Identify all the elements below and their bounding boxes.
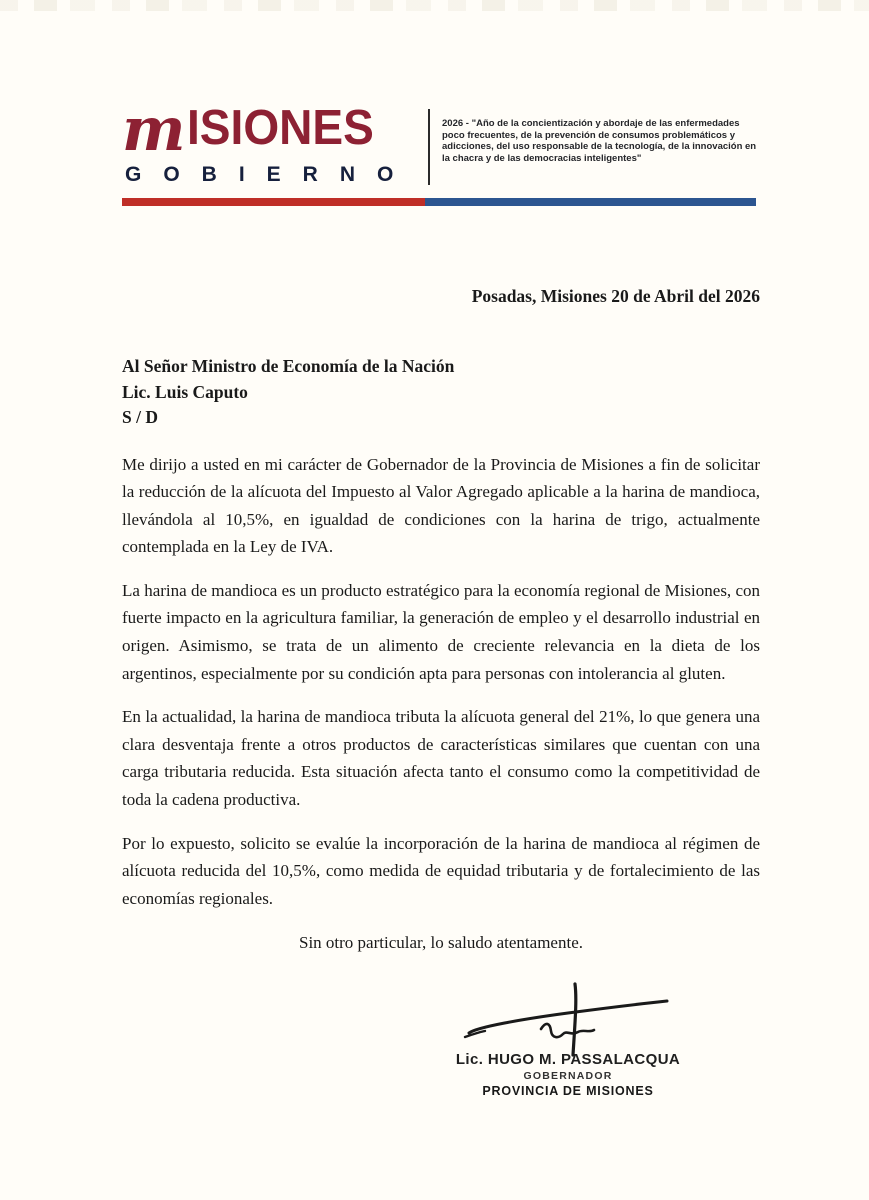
logo-wordmark-caps: ISIONES — [186, 101, 374, 155]
recipient-sd: S / D — [122, 407, 158, 427]
letterhead-divider-line — [428, 109, 430, 185]
signature-block — [438, 981, 698, 1098]
logo-script-m: m — [122, 95, 186, 165]
signatory-name: Lic. HUGO M. PASSALACQUA — [455, 1051, 681, 1069]
scan-top-edge — [0, 0, 869, 11]
flag-bar-red-segment — [122, 198, 425, 206]
signatory-title: GOBERNADOR — [523, 1070, 613, 1083]
handwritten-signature — [463, 981, 673, 1059]
dateline: Posadas, Misiones 20 de Abril del 2026 — [471, 286, 760, 306]
logo-wordmark — [122, 95, 424, 165]
letterhead-motto: 2026 - "Año de la concientización y abordaje de las enfermedades poco frecuentes, de la prevención de consumos problemáticos y adicciones, del uso responsable de la tecnología, de la innovación en la chacra y de las democracias inteligentes" — [442, 118, 757, 164]
paragraph-1: Me dirijo a usted en mi carácter de Gobernador de la Provincia de Misiones a fin de solicitar la reducción de la alícuota del Impuesto al Valor Agregado aplicable a la harina de mandioca, llevándola al 10,5%, en igualdad de condiciones con la harina de trigo, actualmente contemplada en la Ley de IVA. — [122, 454, 760, 557]
signatory-org: PROVINCIA DE MISIONES — [482, 1084, 654, 1099]
letter-body — [122, 451, 760, 913]
paragraph-3: En la actualidad, la harina de mandioca tributa la alícuota general del 21%, lo que genera una clara desventaja frente a otros productos de características similares que cuentan con una carga tributaria reducida. Esta situación afecta tanto el consumo como la competitividad de toda la cadena productiva. — [122, 707, 760, 810]
paragraph-2: La harina de mandioca es un producto estratégico para la economía regional de Misiones, con fuerte impacto en la agricultura familiar, la generación de empleo y el desarrollo industrial en origen. Asimismo, se trata de un alimento de creciente relevancia en la dieta de los argentinos, especialmente por su condición apta para personas con intolerancia al gluten. — [122, 580, 760, 683]
recipient-office: Al Señor Ministro de Economía de la Nación — [122, 356, 455, 376]
letterhead — [122, 95, 760, 186]
closing-line: Sin otro particular, lo saludo atentamente. — [299, 933, 583, 953]
misiones-gobierno-logo — [122, 95, 424, 186]
recipient-person: Lic. Luis Caputo — [122, 381, 248, 402]
recipient-block — [122, 354, 760, 431]
logo-subtitle: GOBIERNO — [125, 163, 416, 186]
paragraph-4: Por lo expuesto, solicito se evalúe la incorporación de la harina de mandioca al régimen de alícuota reducida del 10,5%, como medida de equidad tributaria y de fortalecimiento de las economías regionales. — [122, 833, 760, 908]
letterhead-flag-bar — [122, 198, 756, 206]
flag-bar-blue-segment — [425, 198, 756, 206]
